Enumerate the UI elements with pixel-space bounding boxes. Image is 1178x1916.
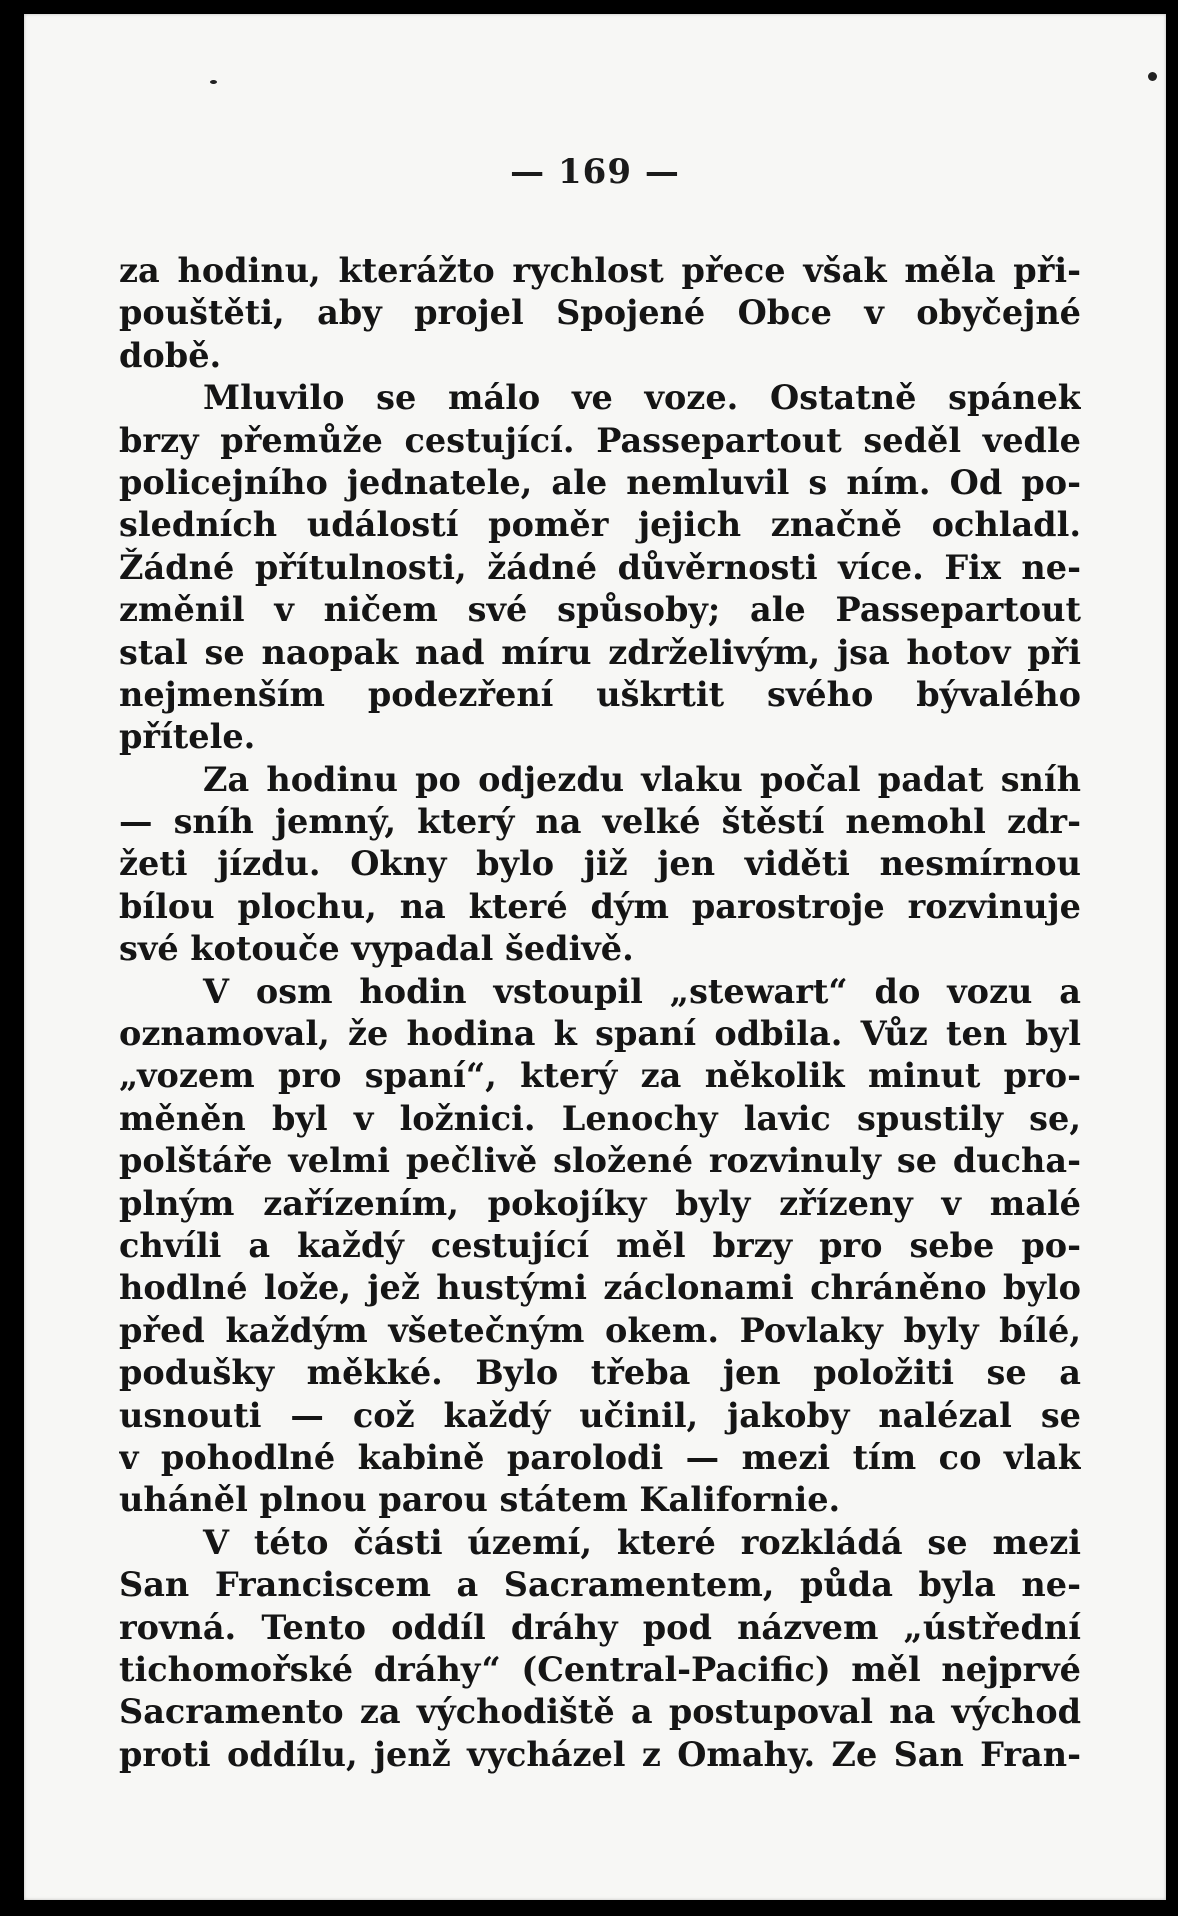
text-line: své kotouče vypadal šedivě. [119, 929, 634, 969]
book-page [24, 14, 1166, 1900]
text-line: rovná. Tento oddíl dráhy pod názvem „ústřední [119, 1607, 1081, 1647]
text-line: chvíli a každý cestující měl brzy pro sebe po- [119, 1225, 1081, 1265]
text-line: V této části území, které rozkládá se mezi [203, 1522, 1081, 1562]
text-line: plným zařízením, pokojíky byly zřízeny v malé [119, 1183, 1081, 1223]
text-line: proti oddílu, jenž vycházel z Omahy. Ze San Fran- [119, 1734, 1081, 1774]
text-line: polštáře velmi pečlivě složené rozvinuly se ducha- [119, 1141, 1081, 1181]
text-line: změnil v ničem své spůsoby; ale Passepartout [119, 590, 1081, 630]
text-line: v pohodlné kabině parolodi — mezi tím co vlak [119, 1437, 1081, 1477]
text-line: Mluvilo se málo ve voze. Ostatně spánek [203, 378, 1081, 418]
text-line: tichomořské dráhy“ (Central-Pacific) měl nejprvé [119, 1649, 1081, 1689]
text-line: nejmenším podezření uškrtit svého bývalého [119, 674, 1081, 714]
text-line: Za hodinu po odjezdu vlaku počal padat sníh [203, 759, 1081, 799]
text-line: uháněl plnou parou státem Kalifornie. [119, 1480, 841, 1520]
scan-speck [210, 80, 217, 84]
text-line: době. [119, 335, 222, 375]
text-line: za hodinu, kterážto rychlost přece však měla při- [119, 251, 1081, 290]
text-line: policejního jednatele, ale nemluvil s ním. Od po- [119, 462, 1081, 502]
text-line: — sníh jemný, který na velké štěstí nemohl zdr- [119, 802, 1081, 842]
text-line: oznamoval, že hodina k spaní odbila. Vůz ten byl [119, 1014, 1081, 1054]
text-line: hodlné lože, jež hustými záclonami chráněno bylo [119, 1268, 1081, 1308]
text-line: Sacramento za východiště a postupoval na východ [119, 1692, 1081, 1732]
text-line: Žádné přítulnosti, žádné důvěrnosti více. Fix ne- [119, 547, 1081, 587]
text-line: pouštěti, aby projel Spojené Obce v obyčejné [119, 293, 1081, 333]
text-line: San Franciscem a Sacramentem, půda byla ne- [119, 1565, 1081, 1605]
text-line: bílou plochu, na které dým parostroje rozvinuje [119, 886, 1081, 926]
text-line: měněn byl v ložnici. Lenochy lavic spustily se, [119, 1098, 1081, 1138]
text-line: V osm hodin vstoupil „stewart“ do vozu a [203, 971, 1081, 1011]
text-line: stal se naopak nad míru zdrželivým, jsa hotov při [119, 632, 1081, 672]
text-line: brzy přemůže cestující. Passepartout seděl vedle [119, 420, 1081, 460]
text-line: podušky měkké. Bylo třeba jen položiti se a [119, 1353, 1081, 1393]
text-line: žeti jízdu. Okny bylo již jen viděti nesmírnou [119, 844, 1081, 884]
text-line: usnouti — což každý učinil, jakoby nalézal se [119, 1395, 1081, 1435]
scan-speck [1148, 72, 1157, 81]
text-line: „vozem pro spaní“, který za několik minut pro- [119, 1056, 1081, 1096]
page-number-header: — 169 — [510, 152, 680, 192]
text-line: sledních událostí poměr jejich značně ochladl. [119, 505, 1081, 545]
body-text [119, 250, 1081, 1776]
text-line: před každým všetečným okem. Povlaky byly bílé, [119, 1310, 1081, 1350]
text-line: přítele. [119, 717, 256, 757]
